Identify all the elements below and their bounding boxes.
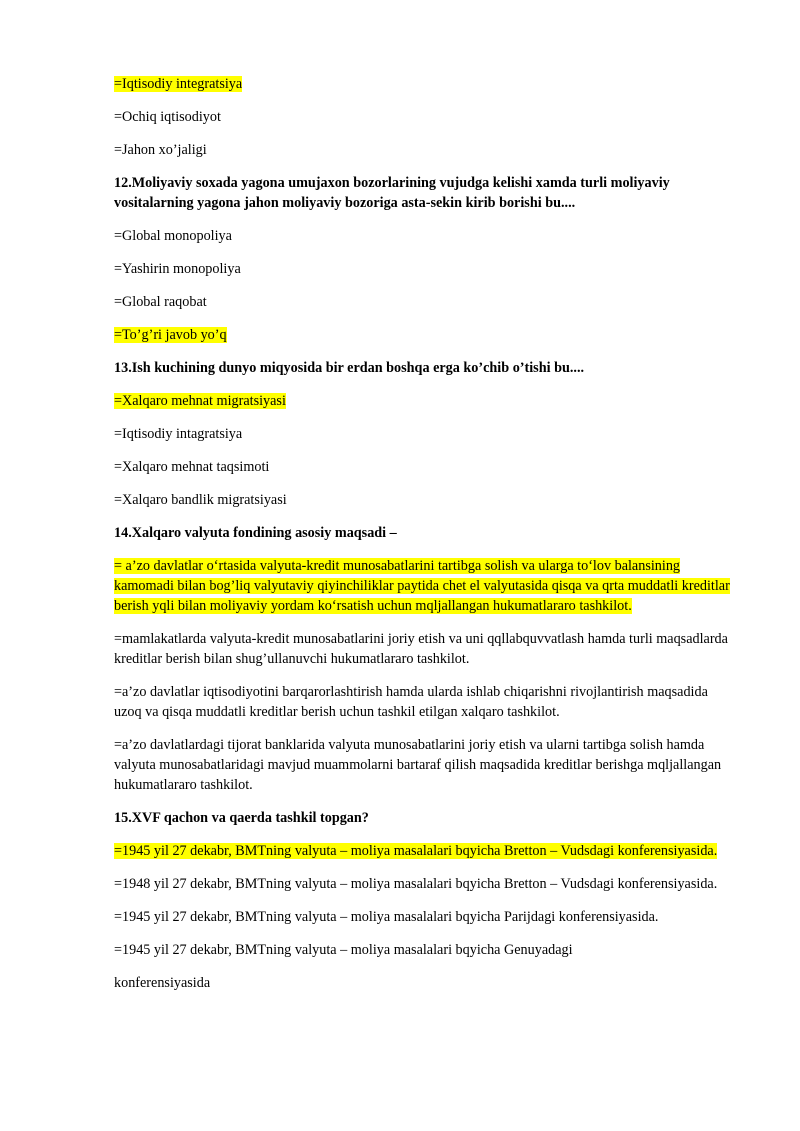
answer-option: =1945 yil 27 dekabr, BMTning valyuta – moliya masalalari bqyicha Genuyadagi bbox=[114, 942, 573, 958]
answer-option: =Ochiq iqtisodiyot bbox=[114, 109, 221, 125]
answer-option-correct: = a’zo davlatlar o‘rtasida valyuta-kredit munosabatlarini tartibga solish va ularga to‘lov balansining kamomadi bilan bog’liq valyutaviy qiyinchiliklar paytida chet el valyutasida qisqa va qrta muddatli kreditlar berish yqli bilan moliyaviy yordam ko‘rsatish uchun mqljallangan hukumatlararo tashkilot. bbox=[114, 558, 730, 614]
answer-option: =Global raqobat bbox=[114, 294, 207, 310]
answer-option-continuation: konferensiyasida bbox=[114, 975, 211, 991]
answer-option: =Iqtisodiy intagratsiya bbox=[114, 426, 243, 442]
document-page bbox=[114, 74, 734, 1006]
answer-option: =Jahon xo’jaligi bbox=[114, 142, 207, 158]
answer-option: =mamlakatlarda valyuta-kredit munosabatlarini joriy etish va uni qqllabquvvatlash hamda turli maqsadlarda kreditlar berish bilan shug’ullanuvchi hukumatlararo tashkilot. bbox=[114, 631, 728, 667]
question-15: 15.XVF qachon va qaerda tashkil topgan? bbox=[114, 810, 369, 826]
answer-option-correct: =Xalqaro mehnat migratsiyasi bbox=[114, 393, 286, 409]
question-13: 13.Ish kuchining dunyo miqyosida bir erdan boshqa erga ko’chib o’tishi bu.... bbox=[114, 360, 585, 376]
answer-option: =a’zo davlatlar iqtisodiyotini barqarorlashtirish hamda ularda ishlab chiqarishni rivojlantirish maqsadida uzoq va qisqa muddatli kreditlar berish uchun tashkil etilgan xalqaro tashkilot. bbox=[114, 684, 708, 720]
answer-option: =1948 yil 27 dekabr, BMTning valyuta – moliya masalalari bqyicha Bretton – Vudsdagi konferensiyasida. bbox=[114, 876, 718, 892]
answer-option-correct: =Iqtisodiy integratsiya bbox=[114, 76, 243, 92]
answer-option: =a’zo davlatlardagi tijorat banklarida valyuta munosabatlarini joriy etish va ularni tartibga solish hamda valyuta munosabatlaridagi mavjud muammolarni bartaraf qilish maqsadida kreditlar berishga mqljallangan hukumatlararo tashkilot. bbox=[114, 737, 722, 793]
answer-option-correct: =1945 yil 27 dekabr, BMTning valyuta – moliya masalalari bqyicha Bretton – Vudsdagi konferensiyasida. bbox=[114, 843, 718, 859]
question-12: 12.Moliyaviy soxada yagona umujaxon bozorlarining vujudga kelishi xamda turli moliyaviy vositalarning yagona jahon moliyaviy bozoriga asta-sekin kirib borishi bu.... bbox=[114, 175, 670, 211]
answer-option: =Global monopoliya bbox=[114, 228, 232, 244]
answer-option: =Yashirin monopoliya bbox=[114, 261, 241, 277]
question-14: 14.Xalqaro valyuta fondining asosiy maqsadi – bbox=[114, 525, 397, 541]
answer-option-correct: =To’g’ri javob yo’q bbox=[114, 327, 227, 343]
answer-option: =Xalqaro bandlik migratsiyasi bbox=[114, 492, 287, 508]
answer-option: =Xalqaro mehnat taqsimoti bbox=[114, 459, 270, 475]
answer-option: =1945 yil 27 dekabr, BMTning valyuta – moliya masalalari bqyicha Parijdagi konferensiyasida. bbox=[114, 909, 659, 925]
